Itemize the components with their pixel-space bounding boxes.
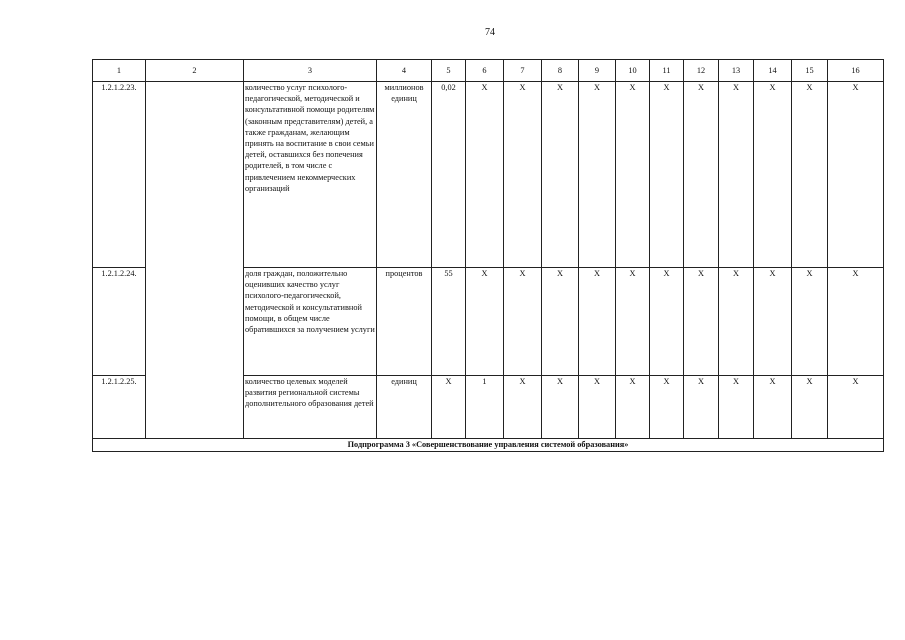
indicator-name: количество услуг психолого-педагогической, методической и консультативной помощи родителям (законным представителям) детей, а также гражданам, желающим принять на воспитание в свои семьи детей, оставшихся без попечения родителей, в том числе с привлечением некоммерческих организаций [244, 82, 377, 268]
value-cell: X [504, 376, 542, 439]
value-cell: 0,02 [432, 82, 466, 268]
column-header: 9 [579, 60, 616, 82]
value-cell: X [828, 268, 884, 376]
unit-cell: единиц [377, 376, 432, 439]
value-cell: X [719, 376, 754, 439]
value-cell: X [684, 268, 719, 376]
merged-column-2-cell [146, 82, 244, 439]
value-cell: 55 [432, 268, 466, 376]
value-cell: X [466, 82, 504, 268]
indicator-name: количество целевых моделей развития региональной системы дополнительного образования детей [244, 376, 377, 439]
subprogram-title: Подпрограмма 3 «Совершенствование управления системой образования» [93, 439, 884, 452]
value-cell: X [684, 376, 719, 439]
column-header: 10 [616, 60, 650, 82]
column-number-row [93, 60, 884, 82]
value-cell: X [719, 268, 754, 376]
row-number: 1.2.1.2.25. [93, 376, 146, 439]
value-cell: X [542, 268, 579, 376]
value-cell: X [754, 268, 792, 376]
unit-cell: миллионов единиц [377, 82, 432, 268]
value-cell: X [792, 268, 828, 376]
value-cell: X [828, 376, 884, 439]
value-cell: X [432, 376, 466, 439]
column-header: 1 [93, 60, 146, 82]
value-cell: X [579, 376, 616, 439]
subprogram-row [93, 439, 884, 452]
column-header: 4 [377, 60, 432, 82]
value-cell: X [466, 268, 504, 376]
column-header: 6 [466, 60, 504, 82]
row-number: 1.2.1.2.23. [93, 82, 146, 268]
value-cell: X [684, 82, 719, 268]
value-cell: X [616, 268, 650, 376]
column-header: 3 [244, 60, 377, 82]
column-header: 8 [542, 60, 579, 82]
value-cell: X [792, 376, 828, 439]
indicator-name: доля граждан, положительно оценивших качество услуг психолого-педагогической, методической и консультативной помощи, в общем числе обратившихся за получением услуги [244, 268, 377, 376]
column-header: 13 [719, 60, 754, 82]
row-number: 1.2.1.2.24. [93, 268, 146, 376]
value-cell: X [650, 376, 684, 439]
page-number: 74 [485, 27, 495, 38]
value-cell: X [754, 82, 792, 268]
value-cell: X [650, 268, 684, 376]
value-cell: X [792, 82, 828, 268]
value-cell: X [579, 268, 616, 376]
value-cell: X [828, 82, 884, 268]
value-cell: X [616, 376, 650, 439]
value-cell: X [616, 82, 650, 268]
value-cell: X [504, 268, 542, 376]
value-cell: X [754, 376, 792, 439]
value-cell: X [504, 82, 542, 268]
column-header: 2 [146, 60, 244, 82]
column-header: 7 [504, 60, 542, 82]
value-cell: 1 [466, 376, 504, 439]
value-cell: X [650, 82, 684, 268]
column-header: 12 [684, 60, 719, 82]
indicator-table [92, 59, 884, 452]
value-cell: X [542, 82, 579, 268]
column-header: 5 [432, 60, 466, 82]
column-header: 14 [754, 60, 792, 82]
value-cell: X [719, 82, 754, 268]
column-header: 11 [650, 60, 684, 82]
value-cell: X [579, 82, 616, 268]
column-header: 15 [792, 60, 828, 82]
unit-cell: процентов [377, 268, 432, 376]
value-cell: X [542, 376, 579, 439]
column-header: 16 [828, 60, 884, 82]
table-row [93, 82, 884, 268]
